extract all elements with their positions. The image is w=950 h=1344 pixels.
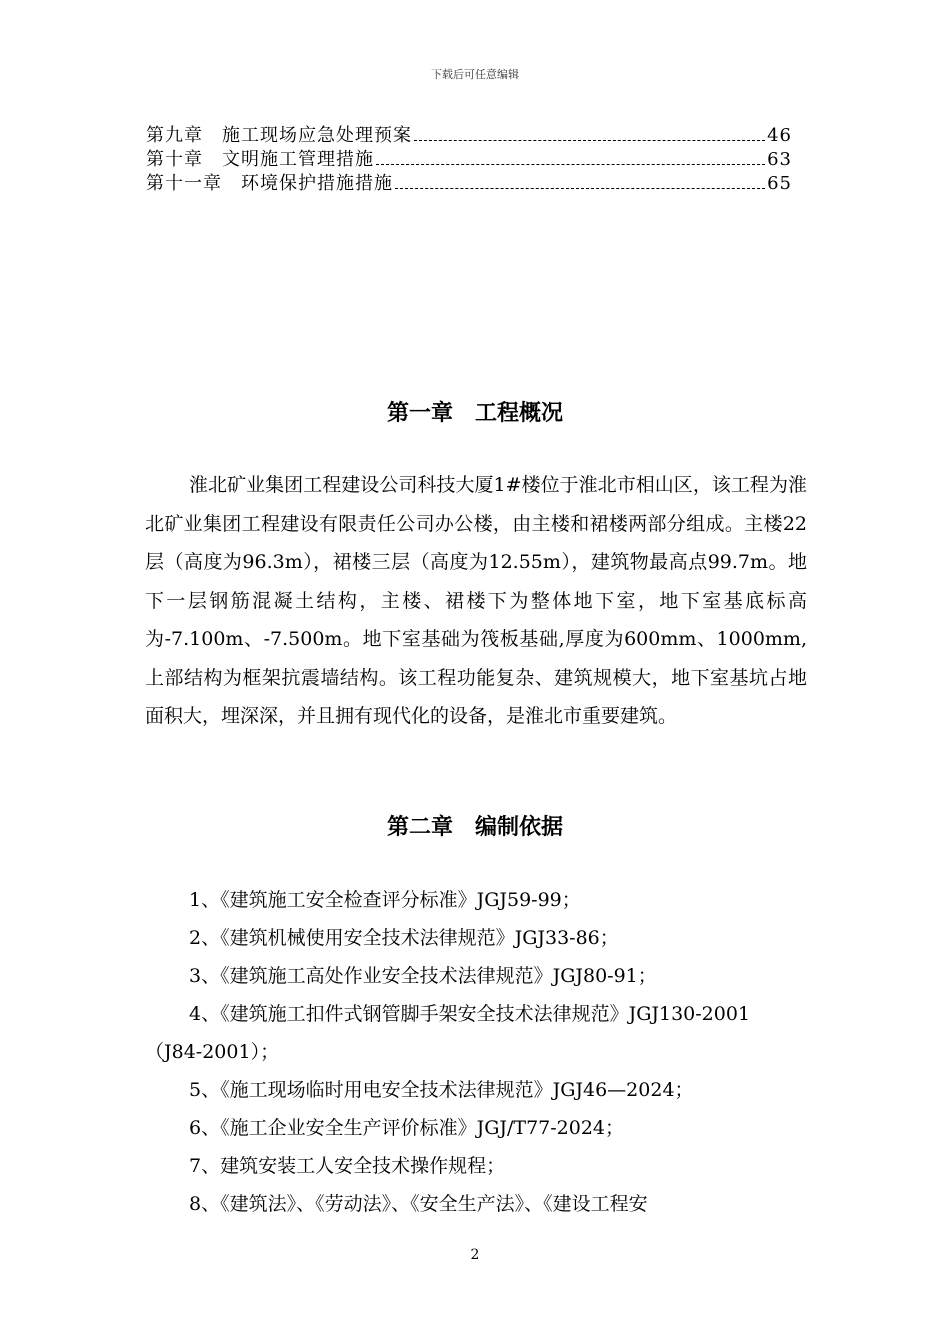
toc-leader <box>414 139 765 141</box>
reference-item: 5、《施工现场临时用电安全技术法律规范》JGJ46—2024； <box>189 1079 694 1101</box>
reference-item: 4、《建筑施工扣件式钢管脚手架安全技术法律规范》JGJ130-2001（J84-2001）； <box>145 1003 751 1063</box>
toc-entry-page: 65 <box>767 173 792 194</box>
toc-entry-title: 第九章 施工现场应急处理预案 <box>146 125 412 146</box>
toc-entry[interactable] <box>146 148 792 172</box>
chapter-1-paragraph: 淮北矿业集团工程建设公司科技大厦1#楼位于淮北市相山区，该工程为淮北矿业集团工程建设有限责任公司办公楼，由主楼和裙楼两部分组成。主楼22层（高度为96.3m），裙楼三层（高度为12.55m），建筑物最高点99.7m。地下一层钢筋混凝土结构，主楼、裙楼下为整体地下室，地下室基底标高为-7.100m、-7.500m。地下室基础为筏板基础,厚度为600mm、1000mm,上部结构为框架抗震墙结构。该工程功能复杂、建筑规模大，地下室基坑占地面积大，埋深深，并且拥有现代化的设备，是淮北市重要建筑。 <box>145 474 807 727</box>
reference-item: 3、《建筑施工高处作业安全技术法律规范》JGJ80-91； <box>189 965 657 987</box>
reference-item: 2、《建筑机械使用安全技术法律规范》JGJ33-86； <box>189 927 619 949</box>
toc-leader <box>395 187 765 189</box>
page-number: 2 <box>470 1247 480 1263</box>
toc-entry[interactable] <box>146 172 792 196</box>
header-note: 下载后可任意编辑 <box>431 68 519 81</box>
chapter-2-heading: 第二章 编制依据 <box>386 815 563 840</box>
toc-entry[interactable] <box>146 124 792 148</box>
toc-entry-page: 46 <box>767 125 792 146</box>
table-of-contents <box>146 124 792 196</box>
toc-entry-title: 第十章 文明施工管理措施 <box>146 149 374 170</box>
chapter-1-heading: 第一章 工程概况 <box>386 401 563 426</box>
reference-item: 8、《建筑法》、《劳动法》、《安全生产法》、《建设工程安 <box>189 1193 648 1215</box>
reference-item: 7、建筑安装工人安全技术操作规程； <box>189 1155 506 1177</box>
toc-entry-page: 63 <box>767 149 792 170</box>
toc-entry-title: 第十一章 环境保护措施措施 <box>146 173 393 194</box>
reference-item: 1、《建筑施工安全检查评分标准》JGJ59-99； <box>189 889 581 911</box>
reference-item: 6、《施工企业安全生产评价标准》JGJ/T77-2024； <box>189 1117 625 1139</box>
toc-leader <box>376 163 765 165</box>
